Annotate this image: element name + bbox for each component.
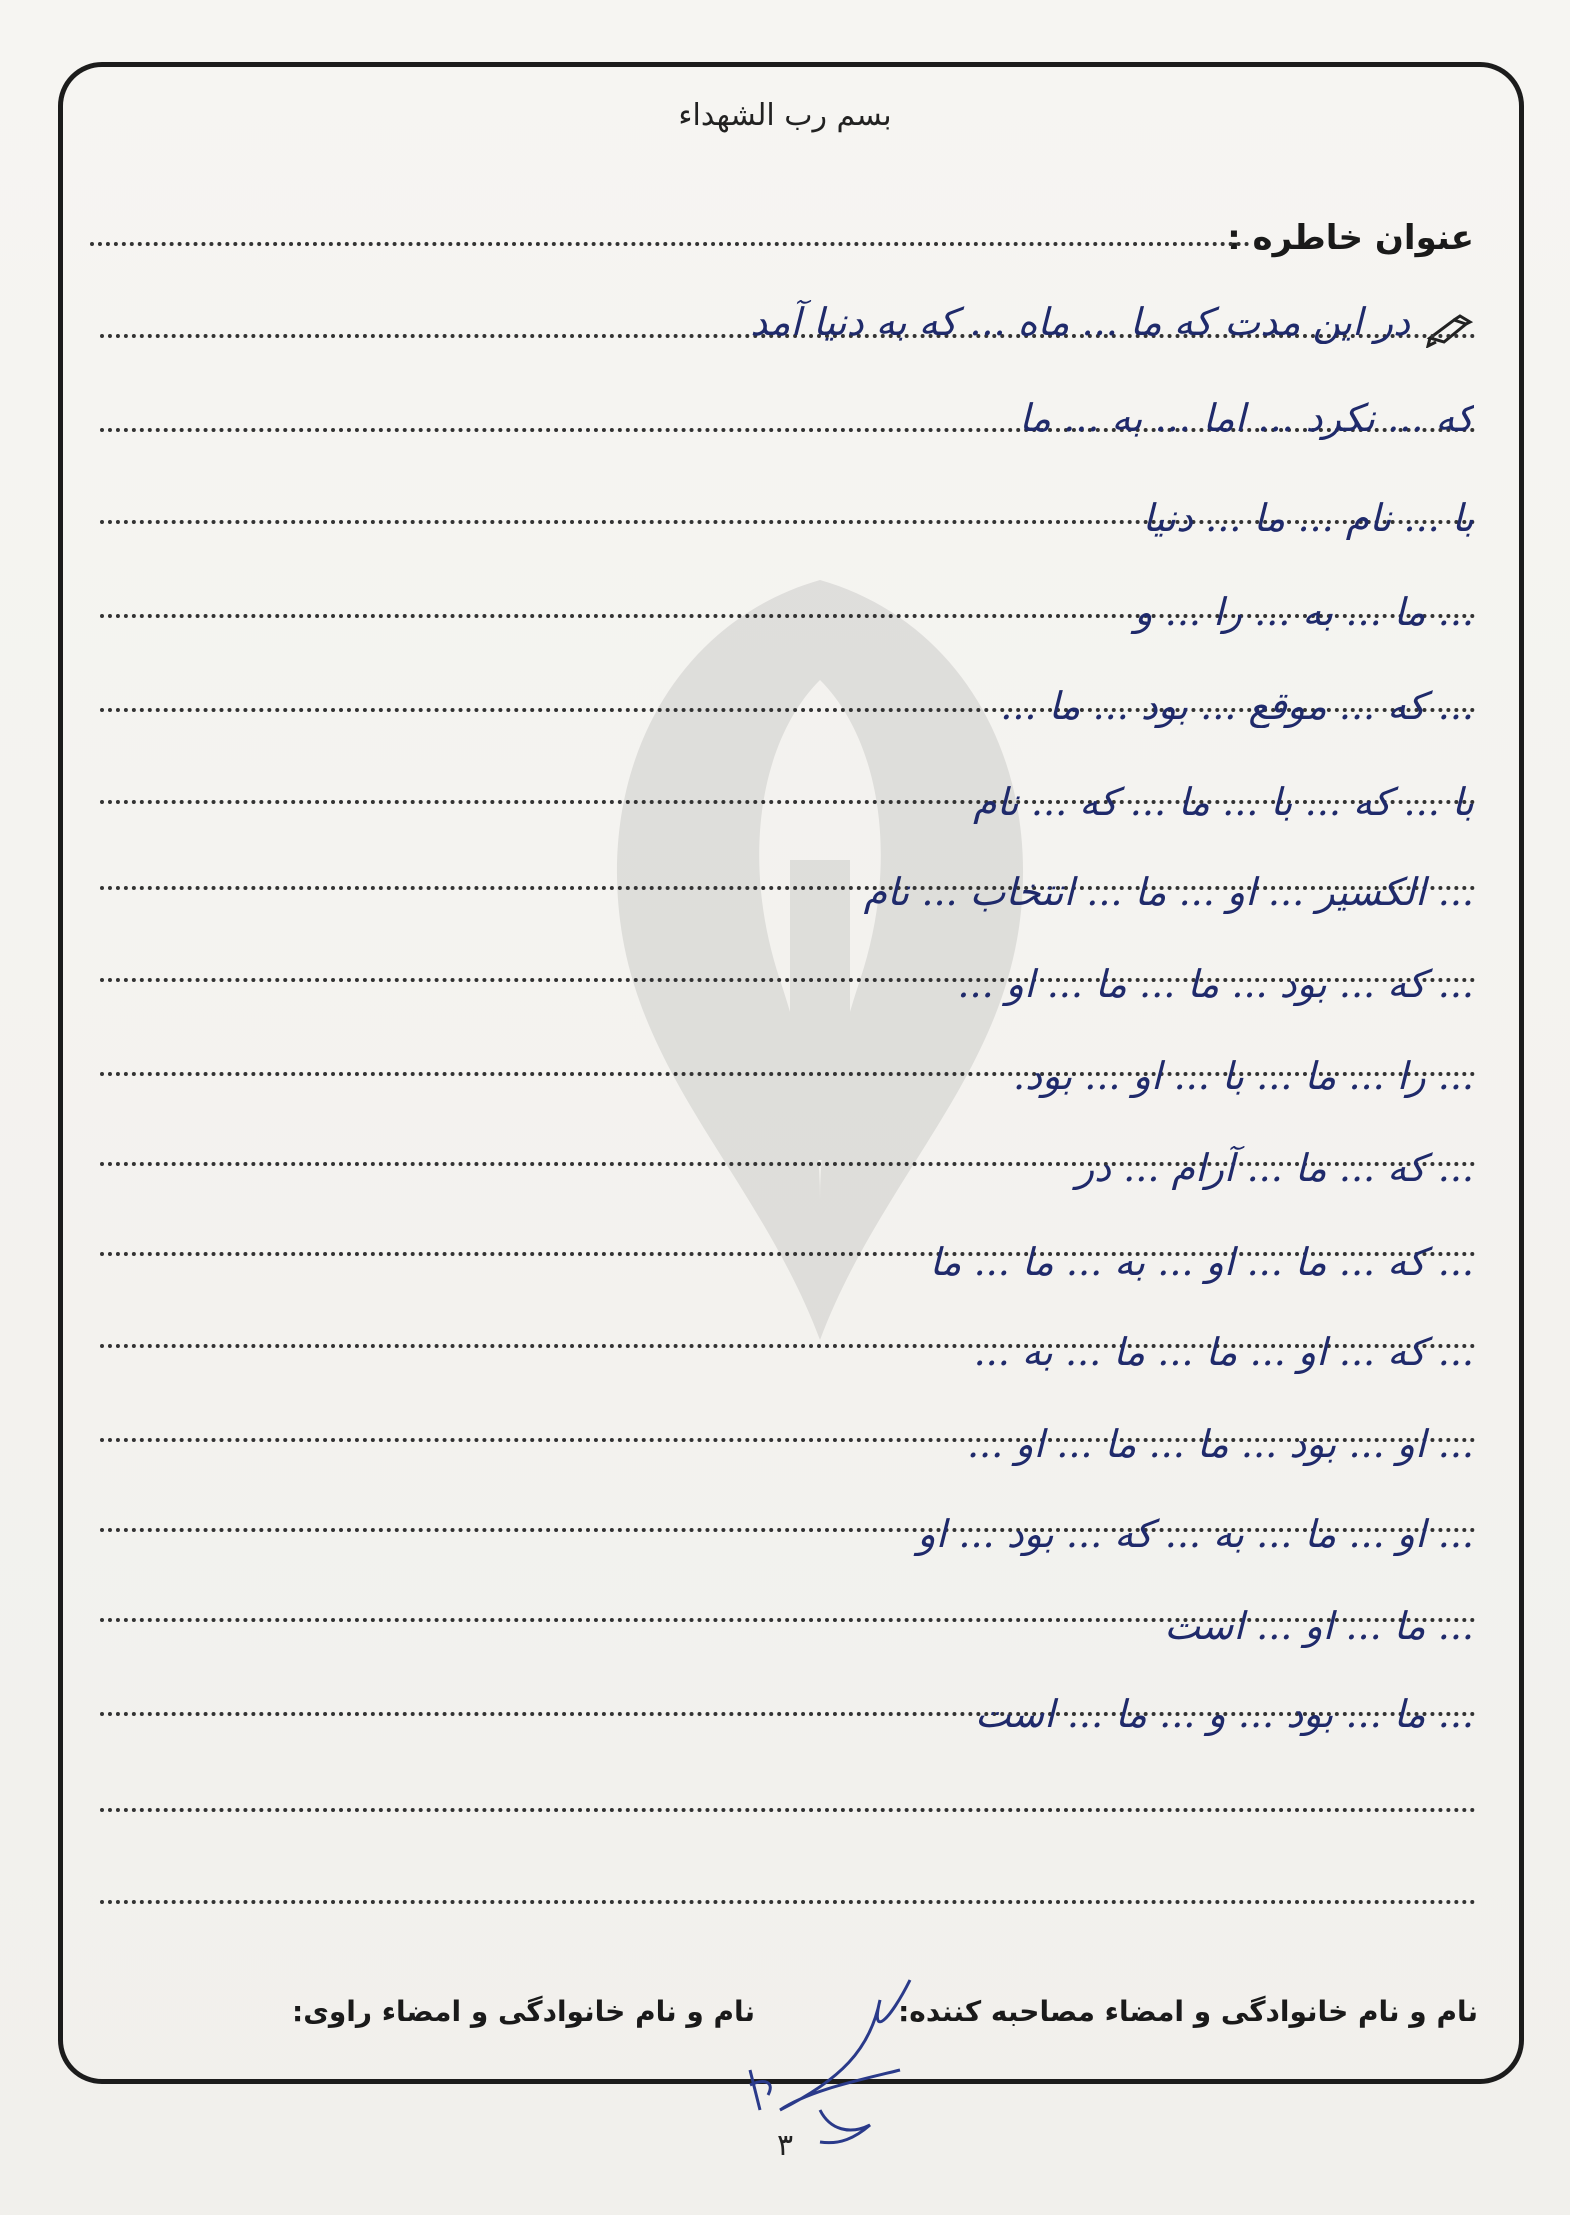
ruled-line (100, 1900, 1476, 1904)
handwritten-line: ... ما ... به ... را ... و (1134, 590, 1474, 634)
handwritten-line: ... که ... ما ... او ... به ... ما ... ما (929, 1240, 1474, 1284)
handwritten-line: ... که ... موقع ... بود ... ما ... (1000, 684, 1474, 728)
handwritten-line: ... ما ... بود ... و ... ما ... است (975, 1692, 1474, 1736)
handwritten-line: ... که ... ما ... آرام ... در (1075, 1146, 1474, 1190)
handwritten-line: با ... که ... با ... ما ... که ... نام (973, 780, 1474, 824)
handwritten-line: که ... نکرد ... اما ... به ... ما (1019, 396, 1474, 440)
narrator-signature-label: نام و نام خانوادگی و امضاء راوی: (292, 1995, 756, 2028)
handwritten-line: ... را ... ما ... با ... او ... بود. (1012, 1054, 1474, 1098)
interviewer-signature-label: نام و نام خانوادگی و امضاء مصاحبه کننده: (898, 1995, 1478, 2028)
handwritten-line: ... او ... بود ... ما ... ما ... او ... (966, 1422, 1474, 1466)
page-number: ۳ (776, 2128, 794, 2163)
handwritten-line: با ... نام ... ما ... دنیا (1142, 496, 1474, 540)
handwritten-signature (720, 1960, 960, 2150)
handwritten-line: ... که ... بود ... ما ... ما ... او ... (957, 962, 1474, 1006)
handwritten-line: ... ما ... او ... است (1164, 1604, 1474, 1648)
handwritten-line: ... او ... ما ... به ... که ... بود ... او (917, 1512, 1474, 1556)
memory-title-line (90, 242, 1250, 246)
ruled-line (100, 1808, 1476, 1812)
handwritten-line: ... که ... او ... ما ... ما ... به ... (973, 1330, 1474, 1374)
handwritten-line: ... الکسیر ... او ... ما ... انتخاب ... نام (863, 870, 1474, 914)
handwritten-line: در این مدت که ما ... ماه ... که به دنیا آمد (750, 300, 1410, 344)
page-header-title: بسم رب الشهداء (678, 98, 892, 133)
memory-title-label: عنوان خاطره : (1227, 218, 1474, 258)
writing-hand-icon (1426, 312, 1474, 348)
